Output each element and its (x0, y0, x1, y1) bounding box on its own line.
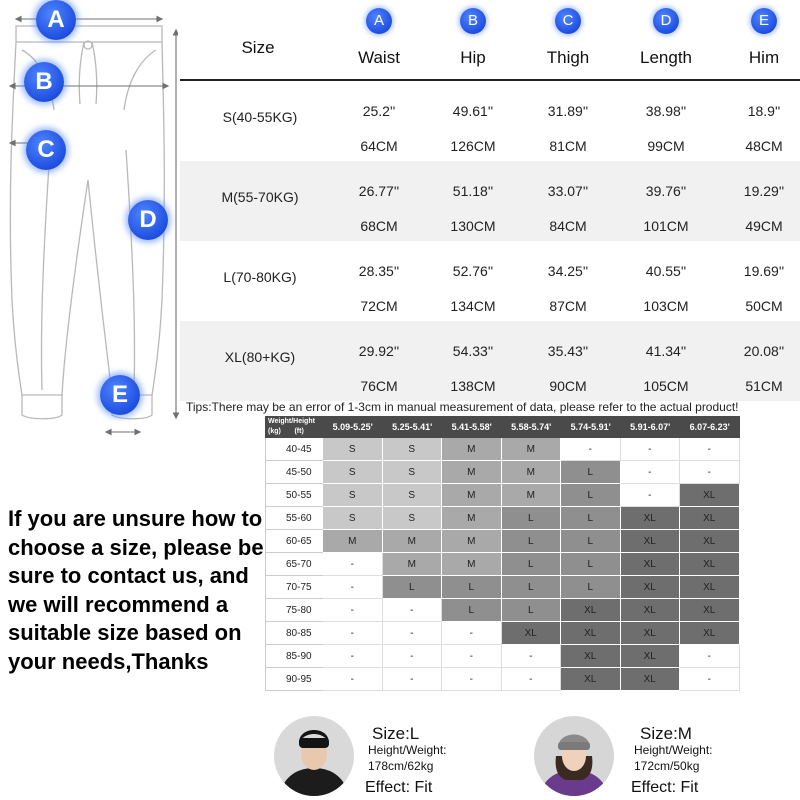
height-header-cell: 5.09-5.25' (323, 416, 383, 438)
size-grid-cell: L (502, 553, 562, 576)
size-grid-cell: L (502, 599, 562, 622)
cell-thigh-cm: 90CM (549, 378, 587, 394)
size-grid-cell: - (442, 645, 502, 668)
cell-waist-cm: 68CM (360, 218, 398, 234)
size-grid-cell: S (383, 507, 443, 530)
size-grid-cell: - (680, 645, 740, 668)
size-grid-cell: M (383, 553, 443, 576)
weight-label: 60-65 (265, 530, 323, 553)
cell-length-cm: 103CM (643, 298, 689, 314)
size-grid-cell: - (323, 599, 383, 622)
cell-waist-cm: 64CM (360, 138, 398, 154)
measurement-tips: Tips:There may be an error of 1-3cm in manual measurement of data, please refer to the actual product! (186, 400, 739, 414)
size-grid-cell: XL (680, 507, 740, 530)
cell-hip-cm: 138CM (450, 378, 496, 394)
size-grid-cell: S (323, 507, 383, 530)
cell-hip-inch: 51.18'' (452, 183, 494, 199)
cell-him-cm: 50CM (745, 298, 783, 314)
model-card-female (530, 712, 760, 800)
size-grid-cell: L (561, 484, 621, 507)
size-grid-cell: - (502, 668, 562, 691)
cell-length-cm: 105CM (643, 378, 689, 394)
table-row (180, 321, 800, 401)
cell-waist-cm: 76CM (360, 378, 398, 394)
size-grid-cell: XL (561, 645, 621, 668)
height-header-cell: 5.41-5.58' (442, 416, 502, 438)
size-grid-cell: XL (680, 553, 740, 576)
size-grid-cell: S (323, 461, 383, 484)
weight-label: 85-90 (265, 645, 323, 668)
size-grid-cell: XL (621, 507, 681, 530)
size-grid-cell: - (561, 438, 621, 461)
weight-label: 75-80 (265, 599, 323, 622)
cell-him-cm: 51CM (745, 378, 783, 394)
model-avatar-illustration (274, 716, 354, 796)
row-size-label: XL(80+KG) (224, 349, 296, 365)
measure-badge-d: D (128, 200, 168, 240)
column-badge-c: C (555, 8, 581, 34)
column-header-hip: Hip (460, 48, 486, 67)
cell-thigh-inch: 33.07'' (547, 183, 589, 199)
height-header-cell: 6.07-6.23' (680, 416, 740, 438)
cell-him-inch: 20.08'' (743, 343, 785, 359)
size-grid-cell: XL (680, 530, 740, 553)
size-grid-cell: XL (621, 553, 681, 576)
size-grid-cell: - (680, 438, 740, 461)
size-grid-cell: M (502, 461, 562, 484)
size-grid-cell: - (621, 438, 681, 461)
column-header-length: Length (640, 48, 692, 67)
cell-thigh-cm: 84CM (549, 218, 587, 234)
size-measurement-table (178, 0, 800, 400)
cell-him-inch: 19.69'' (743, 263, 785, 279)
size-grid-cell: XL (680, 484, 740, 507)
model-effect: Effect: Fit (365, 779, 433, 796)
model-size-label: Size:L (372, 724, 420, 743)
size-grid-cell: XL (621, 530, 681, 553)
size-grid-cell: M (442, 461, 502, 484)
column-header-him: Him (748, 48, 780, 67)
size-grid-cell: - (502, 645, 562, 668)
cell-thigh-cm: 87CM (549, 298, 587, 314)
size-grid-cell: L (561, 553, 621, 576)
cell-waist-inch: 29.92'' (358, 343, 400, 359)
size-grid-cell: - (621, 484, 681, 507)
size-grid-cell: S (383, 438, 443, 461)
cell-waist-inch: 26.77'' (358, 183, 400, 199)
cell-hip-cm: 126CM (450, 138, 496, 154)
size-grid-cell: - (383, 599, 443, 622)
height-header-cell: 5.91-6.07' (621, 416, 681, 438)
table-row (180, 81, 800, 161)
corner-label-weight-height: Weight/Height (268, 418, 315, 425)
measure-badge-b: B (24, 62, 64, 102)
cell-waist-inch: 28.35'' (358, 263, 400, 279)
size-grid-cell: L (442, 576, 502, 599)
size-grid-cell: XL (621, 599, 681, 622)
size-grid-cell: - (323, 668, 383, 691)
column-badge-a: A (366, 8, 392, 34)
cell-length-inch: 38.98'' (645, 103, 687, 119)
size-grid-cell: - (383, 645, 443, 668)
row-size-label: S(40-55KG) (222, 109, 298, 125)
model-avatar-illustration (534, 716, 614, 796)
size-grid-cell: M (442, 484, 502, 507)
size-grid-cell: M (502, 438, 562, 461)
model-card-male (270, 712, 490, 800)
weight-label: 65-70 (265, 553, 323, 576)
cell-thigh-inch: 31.89'' (547, 103, 589, 119)
size-grid-cell: - (383, 668, 443, 691)
size-grid-cell: M (442, 438, 502, 461)
model-hw-label: Height/Weight: (634, 743, 713, 757)
cell-waist-inch: 25.2'' (362, 103, 396, 119)
height-header-cell: 5.58-5.74' (502, 416, 562, 438)
cell-thigh-inch: 34.25'' (547, 263, 589, 279)
size-grid-cell: XL (680, 599, 740, 622)
cell-waist-cm: 72CM (360, 298, 398, 314)
row-size-label: M(55-70KG) (221, 189, 299, 205)
cell-thigh-cm: 81CM (549, 138, 587, 154)
column-badge-d: D (653, 8, 679, 34)
column-badge-b: B (460, 8, 486, 34)
cell-length-cm: 101CM (643, 218, 689, 234)
cell-hip-cm: 134CM (450, 298, 496, 314)
size-help-notice: If you are unsure how to choose a size, please be sure to contact us, and we will recommend a suitable size based on your needs,Thanks (8, 506, 264, 674)
size-grid-cell: L (383, 576, 443, 599)
cell-length-inch: 39.76'' (645, 183, 687, 199)
size-grid-cell: L (561, 530, 621, 553)
size-grid-cell: XL (621, 622, 681, 645)
size-grid-cell: - (442, 622, 502, 645)
size-grid-cell: XL (561, 668, 621, 691)
cell-him-cm: 48CM (745, 138, 783, 154)
chart-corner-header (265, 416, 323, 438)
row-size-label: L(70-80KG) (223, 269, 297, 285)
size-grid-cell: L (502, 530, 562, 553)
size-grid-cell: - (383, 622, 443, 645)
size-grid-cell: XL (621, 668, 681, 691)
cell-hip-inch: 54.33'' (452, 343, 494, 359)
model-hw-label: Height/Weight: (368, 743, 447, 757)
size-grid-cell: L (442, 599, 502, 622)
weight-label: 90-95 (265, 668, 323, 691)
size-grid-cell: M (383, 530, 443, 553)
size-grid-cell: XL (561, 599, 621, 622)
measure-badge-a: A (36, 0, 76, 40)
weight-label: 50-55 (265, 484, 323, 507)
size-grid-cell: XL (621, 576, 681, 599)
model-hw-value: 172cm/50kg (634, 759, 700, 773)
corner-unit-kg: (kg) (268, 428, 281, 435)
weight-label: 70-75 (265, 576, 323, 599)
cell-thigh-inch: 35.43'' (547, 343, 589, 359)
corner-unit-ft: (ft) (294, 428, 304, 435)
measure-badge-e: E (100, 375, 140, 415)
size-grid-cell: - (323, 622, 383, 645)
table-header (178, 0, 800, 80)
cell-him-cm: 49CM (745, 218, 783, 234)
size-grid-cell: XL (561, 622, 621, 645)
size-grid-cell: S (323, 438, 383, 461)
size-grid-cell: M (442, 530, 502, 553)
size-grid-cell: XL (502, 622, 562, 645)
cell-length-inch: 40.55'' (645, 263, 687, 279)
cell-length-inch: 41.34'' (645, 343, 687, 359)
measure-badge-c: C (26, 130, 66, 170)
model-hw-value: 178cm/62kg (368, 759, 434, 773)
weight-label: 55-60 (265, 507, 323, 530)
height-weight-size-chart (265, 416, 745, 690)
table-row (180, 161, 800, 241)
size-grid-cell: M (502, 484, 562, 507)
size-grid-cell: - (680, 461, 740, 484)
column-header-thigh: Thigh (546, 48, 590, 67)
size-grid-cell: - (323, 553, 383, 576)
size-grid-cell: M (442, 553, 502, 576)
cell-hip-cm: 130CM (450, 218, 496, 234)
cell-him-inch: 19.29'' (743, 183, 785, 199)
weight-label: 45-50 (265, 461, 323, 484)
corner-label-units (268, 427, 323, 437)
size-grid-cell: L (561, 507, 621, 530)
size-grid-cell: S (383, 484, 443, 507)
size-grid-cell: L (502, 507, 562, 530)
pants-measurement-diagram (0, 0, 200, 440)
size-grid-cell: - (323, 576, 383, 599)
weight-label: 40-45 (265, 438, 323, 461)
cell-length-cm: 99CM (647, 138, 685, 154)
size-grid-cell: - (442, 668, 502, 691)
cell-him-inch: 18.9'' (747, 103, 781, 119)
size-grid-cell: M (442, 507, 502, 530)
table-row (180, 241, 800, 321)
model-effect: Effect: Fit (631, 779, 699, 796)
size-grid-cell: - (680, 668, 740, 691)
size-grid-cell: S (323, 484, 383, 507)
height-header-cell: 5.25-5.41' (383, 416, 443, 438)
weight-label: 80-85 (265, 622, 323, 645)
column-badge-e: E (751, 8, 777, 34)
size-grid-cell: L (561, 461, 621, 484)
size-grid-cell: M (323, 530, 383, 553)
size-grid-cell: XL (680, 622, 740, 645)
size-column-header: Size (241, 38, 275, 57)
size-grid-cell: - (323, 645, 383, 668)
height-header-cell: 5.74-5.91' (561, 416, 621, 438)
size-grid-cell: - (621, 461, 681, 484)
cell-hip-inch: 52.76'' (452, 263, 494, 279)
model-photo-female (534, 716, 614, 796)
size-grid-cell: XL (680, 576, 740, 599)
model-photo-male (274, 716, 354, 796)
size-grid-cell: L (502, 576, 562, 599)
size-grid-cell: S (383, 461, 443, 484)
size-grid-cell: XL (621, 645, 681, 668)
size-grid-cell: L (561, 576, 621, 599)
cell-hip-inch: 49.61'' (452, 103, 494, 119)
column-header-waist: Waist (358, 48, 400, 67)
model-size-label: Size:M (640, 724, 692, 743)
